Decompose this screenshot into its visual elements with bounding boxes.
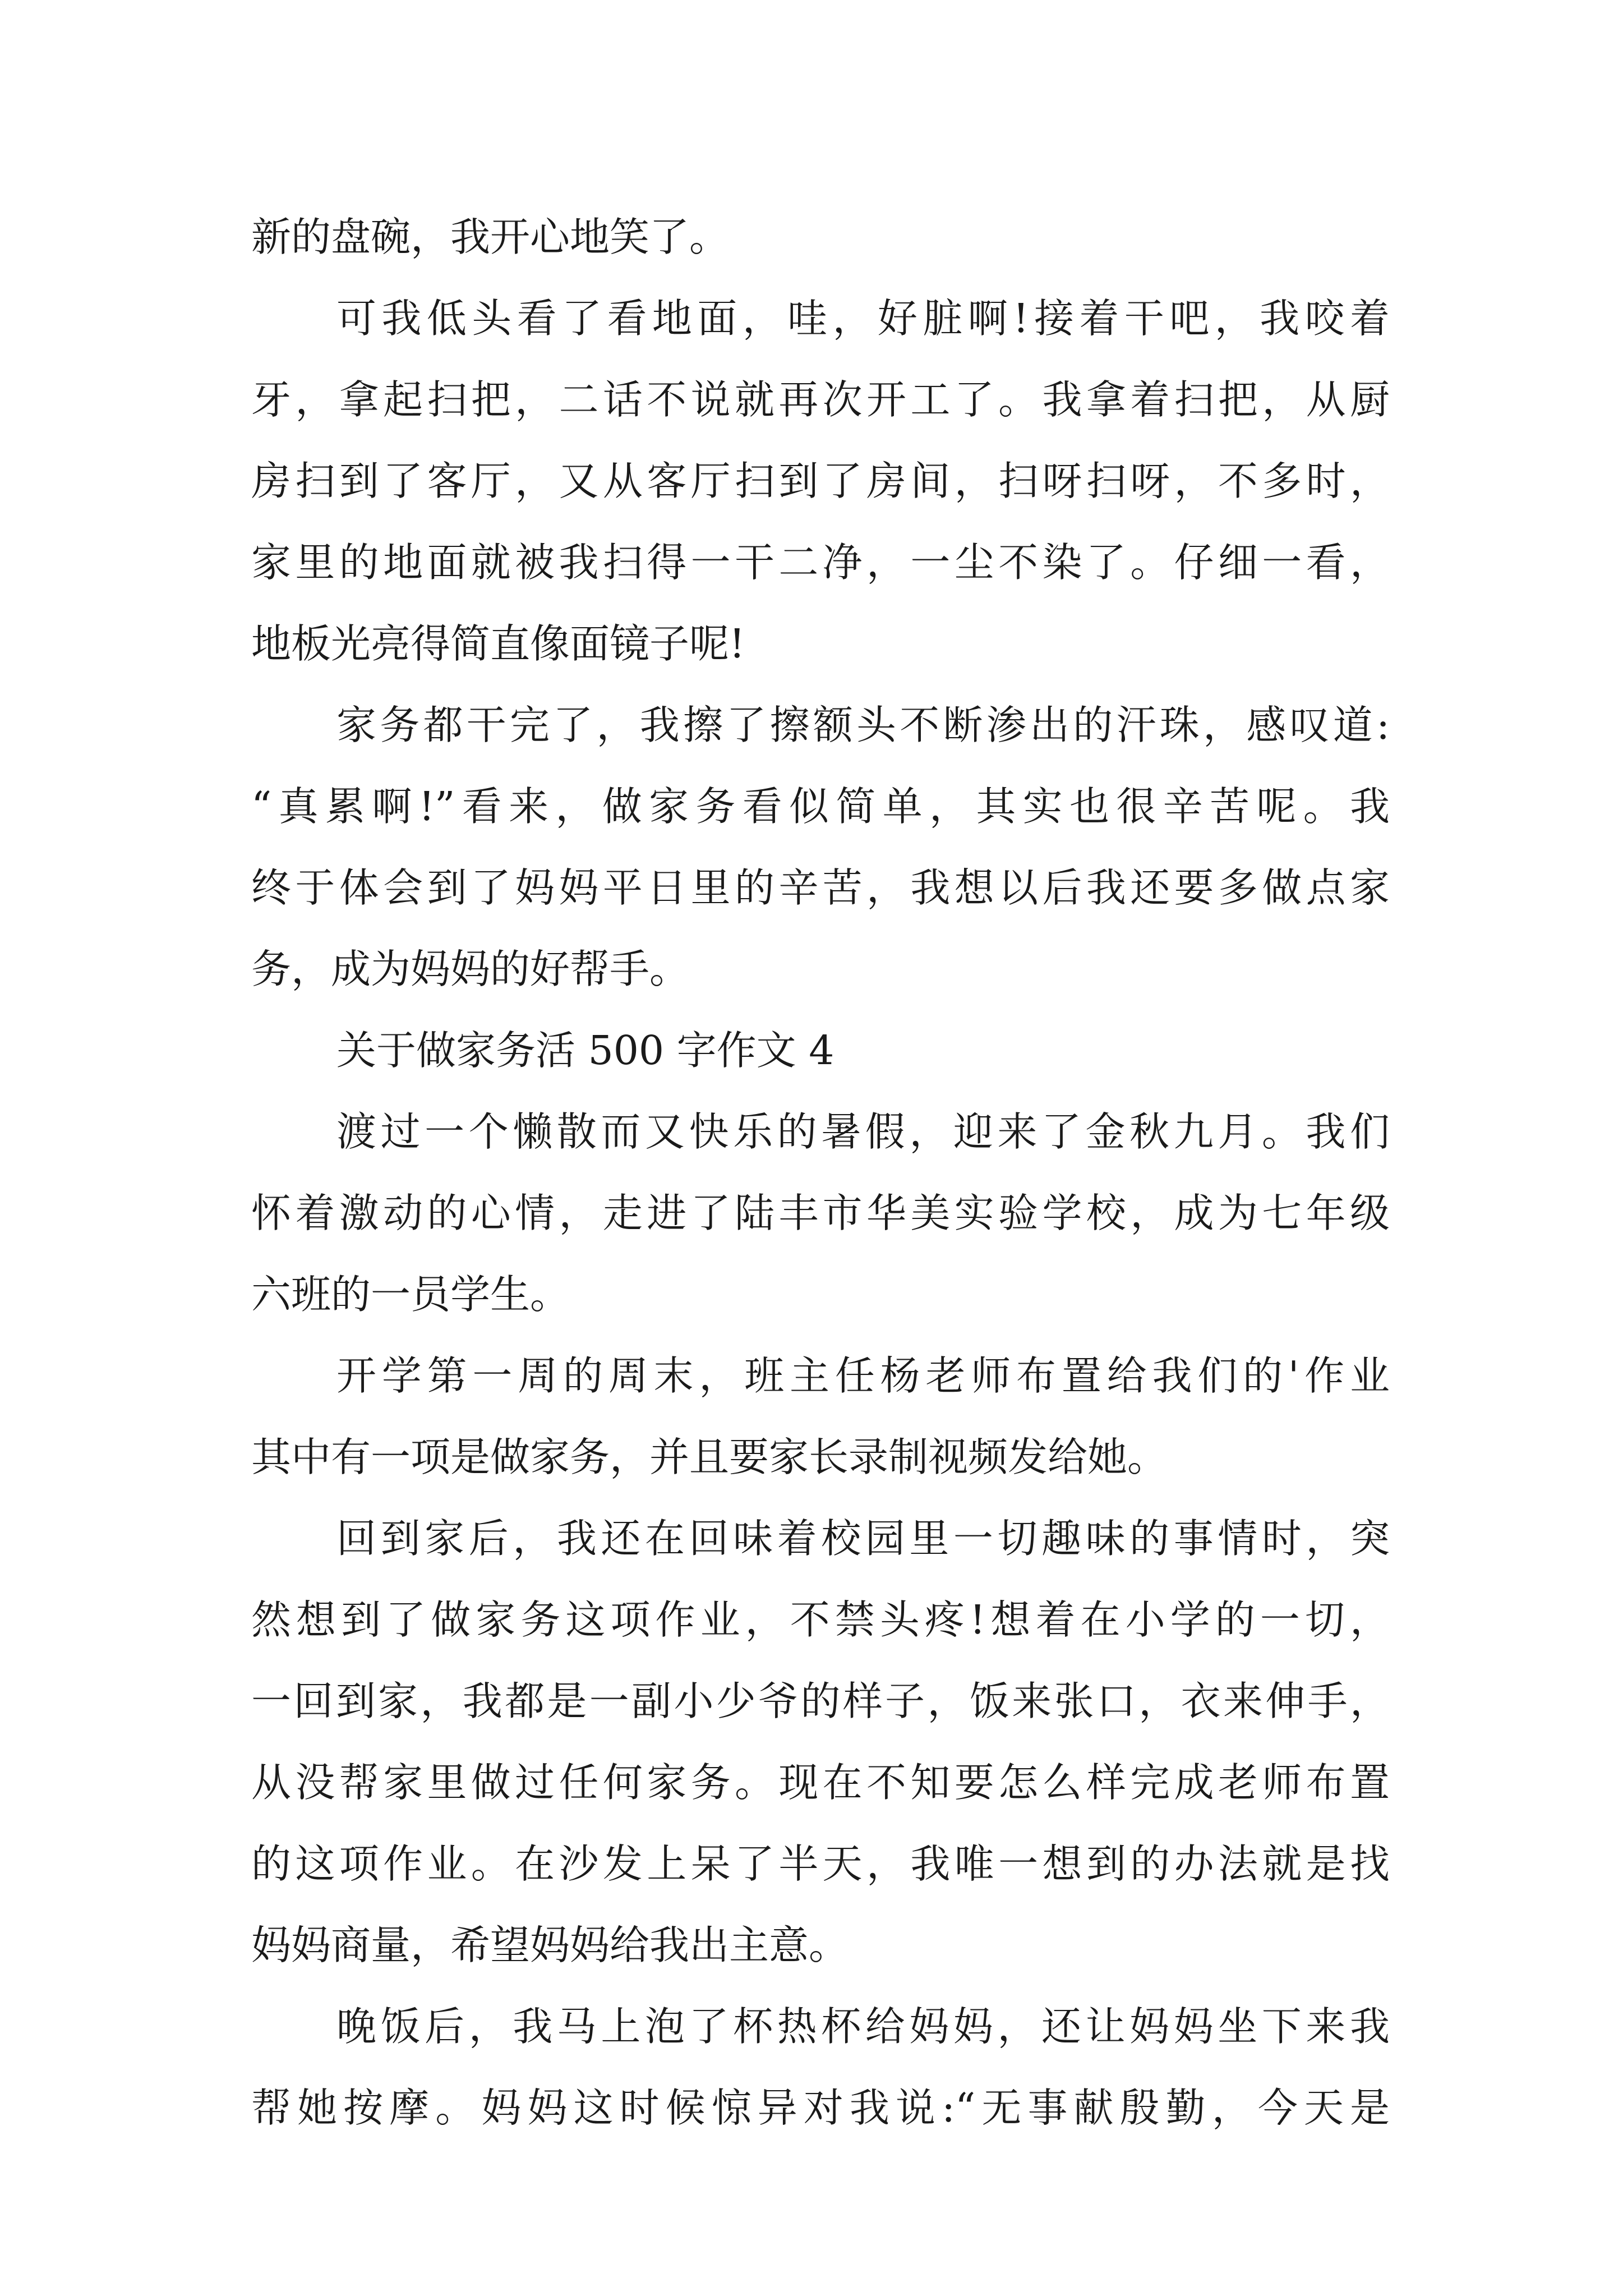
text-line: 回到家后，我还在回味着校园里一切趣味的事情时，突 xyxy=(336,1515,1390,1562)
text-line: 地板光亮得简直像面镜子呢! xyxy=(251,620,745,667)
text-line: 晚饭后，我马上泡了杯热杯给妈妈，还让妈妈坐下来我 xyxy=(336,2003,1390,2050)
text-line: 其中有一项是做家务，并且要家长录制视频发给她。 xyxy=(251,1434,1168,1480)
text-line: 终于体会到了妈妈平日里的辛苦，我想以后我还要多做点家 xyxy=(251,864,1390,911)
text-line: 妈妈商量，希望妈妈给我出主意。 xyxy=(251,1922,849,1968)
text-line: 牙，拿起扫把，二话不说就再次开工了。我拿着扫把，从厨 xyxy=(251,376,1390,423)
text-line: 新的盘碗，我开心地笑了。 xyxy=(251,214,730,260)
text-line: 帮她按摩。妈妈这时候惊异对我说:“无事献殷勤，今天是 xyxy=(251,2085,1390,2131)
text-line: 六班的一员学生。 xyxy=(251,1271,570,1318)
text-line: 家里的地面就被我扫得一干二净，一尘不染了。仔细一看， xyxy=(251,539,1390,586)
text-line: 可我低头看了看地面，哇，好脏啊!接着干吧，我咬着 xyxy=(336,295,1390,342)
text-line: 房扫到了客厅，又从客厅扫到了房间，扫呀扫呀，不多时， xyxy=(251,458,1390,504)
text-line: 从没帮家里做过任何家务。现在不知要怎么样完成老师布置 xyxy=(251,1759,1390,1806)
text-line: 渡过一个懒散而又快乐的暑假，迎来了金秋九月。我们 xyxy=(336,1108,1390,1155)
text-line: 务，成为妈妈的好帮手。 xyxy=(251,946,690,992)
text-line: 家务都干完了，我擦了擦额头不断渗出的汗珠，感叹道: xyxy=(336,702,1390,748)
text-line: 怀着激动的心情，走进了陆丰市华美实验学校，成为七年级 xyxy=(251,1190,1390,1236)
text-line: 开学第一周的周末，班主任杨老师布置给我们的'作业 xyxy=(336,1352,1390,1399)
text-line: 一回到家，我都是一副小少爷的样子，饭来张口，衣来伸手， xyxy=(251,1678,1390,1724)
section-heading: 关于做家务活 500 字作文 4 xyxy=(336,1027,834,1074)
text-line: 然想到了做家务这项作业，不禁头疼!想着在小学的一切， xyxy=(251,1596,1390,1643)
text-line: 的这项作业。在沙发上呆了半天，我唯一想到的办法就是找 xyxy=(251,1841,1390,1887)
text-line: “真累啊!”看来，做家务看似简单，其实也很辛苦呢。我 xyxy=(251,783,1390,830)
